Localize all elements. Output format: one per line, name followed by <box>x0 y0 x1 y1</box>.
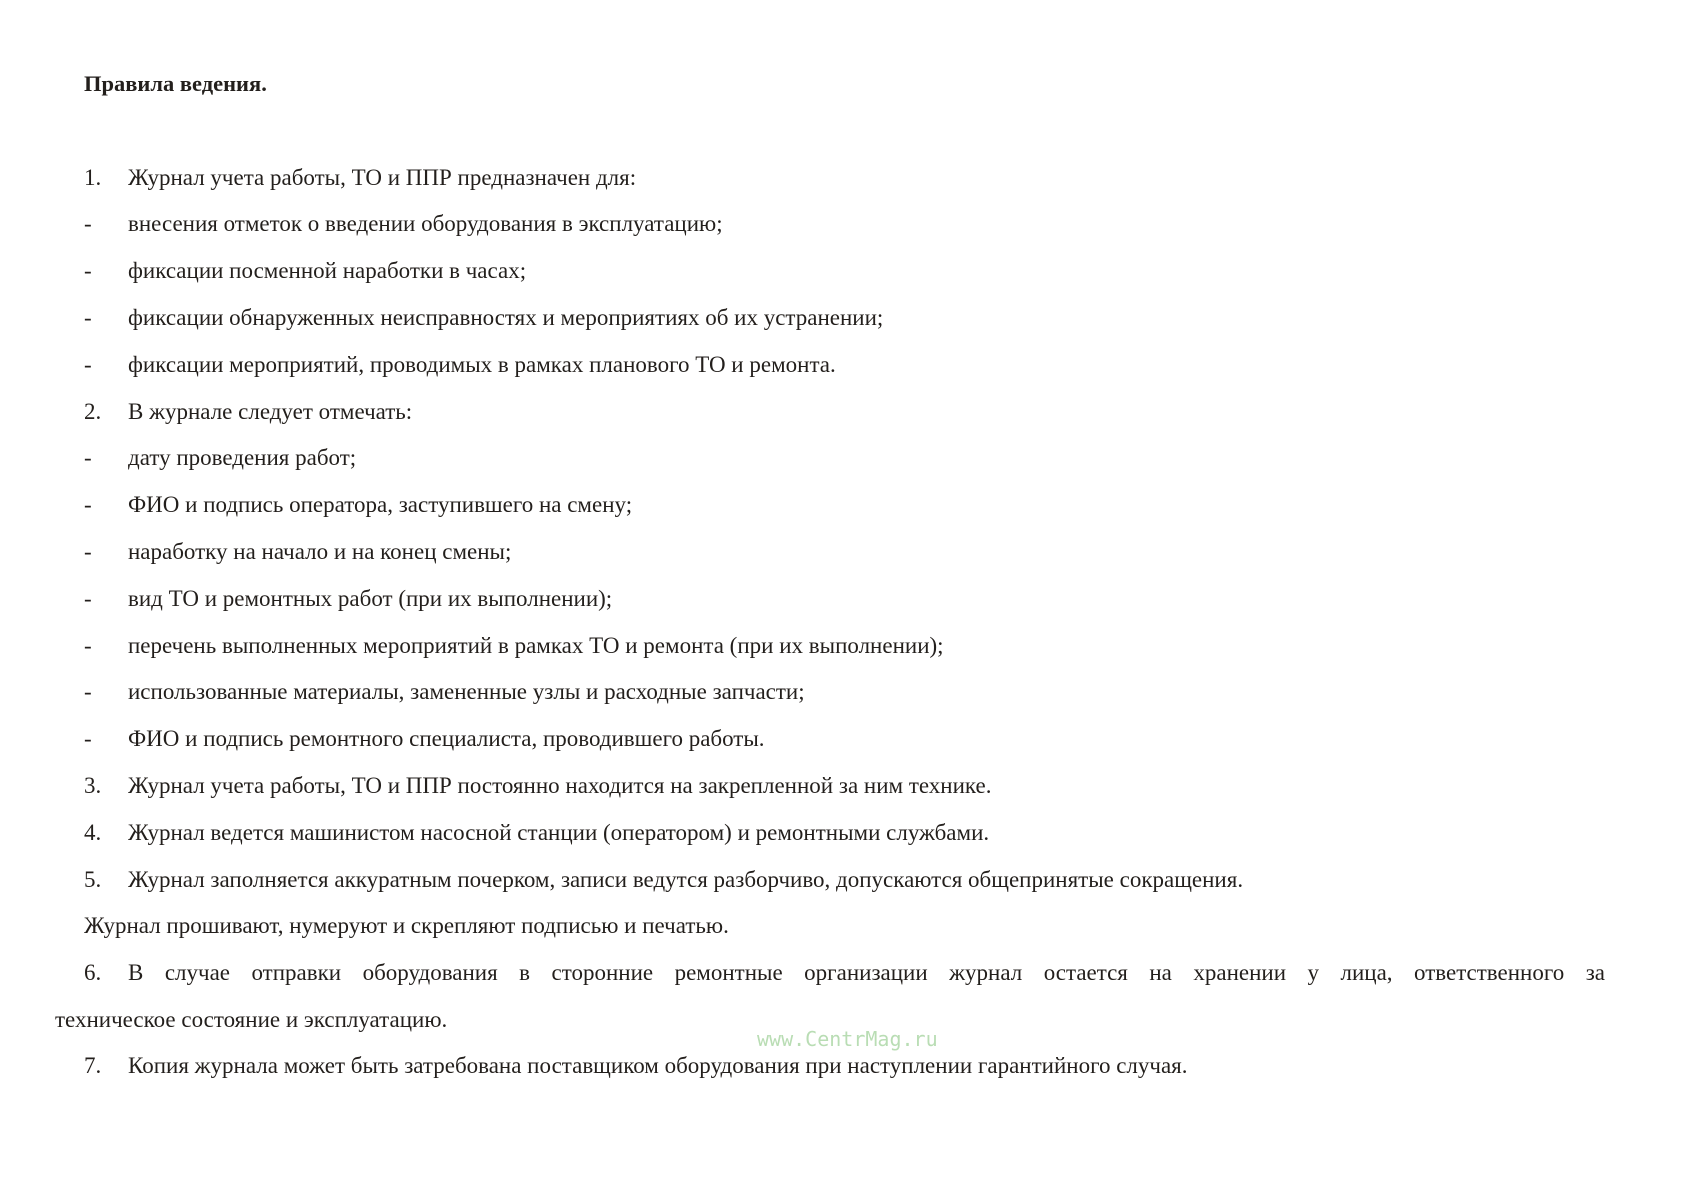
list-marker: 5. <box>84 867 102 892</box>
list-item-text: внесения отметок о введении оборудования в эксплуатацию; <box>128 211 723 236</box>
list-marker: - <box>84 445 92 470</box>
list-item-text: В журнале следует отмечать: <box>128 399 413 424</box>
list-marker: 4. <box>84 820 102 845</box>
list-marker: 3. <box>84 773 102 798</box>
list-marker: - <box>84 586 92 611</box>
list-marker: 2. <box>84 399 102 424</box>
list-item-text: В случае отправки оборудования в сторонние ремонтные организации журнал остается на хранении у лица, ответственного за <box>128 960 1605 985</box>
list-marker: - <box>84 211 92 236</box>
list-item-text: вид ТО и ремонтных работ (при их выполнении); <box>128 586 613 611</box>
list-item-text: Журнал учета работы, ТО и ППР предназначен для: <box>128 165 637 190</box>
list-marker: - <box>84 305 92 330</box>
list-item-text: фиксации обнаруженных неисправностях и мероприятиях об их устранении; <box>128 305 884 330</box>
list-item-text: Журнал ведется машинистом насосной станции (оператором) и ремонтными службами. <box>128 820 990 845</box>
list-item-text: ФИО и подпись оператора, заступившего на смену; <box>128 492 633 517</box>
list-marker: - <box>84 726 92 751</box>
document-title: Правила ведения. <box>84 71 267 96</box>
list-item-text: ФИО и подпись ремонтного специалиста, проводившего работы. <box>128 726 765 751</box>
list-item-text: фиксации посменной наработки в часах; <box>128 258 527 283</box>
list-item-6-continuation: техническое состояние и эксплуатацию. <box>55 1007 448 1032</box>
list-item-text: использованные материалы, замененные узлы и расходные запчасти; <box>128 679 805 704</box>
list-marker: - <box>84 352 92 377</box>
list-item-text: наработку на начало и на конец смены; <box>128 539 512 564</box>
list-item-text: Копия журнала может быть затребована поставщиком оборудования при наступлении гарантийного случая. <box>128 1053 1188 1078</box>
list-item-text: Журнал заполняется аккуратным почерком, записи ведутся разборчиво, допускаются общепринятые сокращения. <box>128 867 1244 892</box>
list-marker: 7. <box>84 1053 102 1078</box>
list-marker: 1. <box>84 165 102 190</box>
paragraph-binding: Журнал прошивают, нумеруют и скрепляют подписью и печатью. <box>84 913 729 938</box>
list-item-text: фиксации мероприятий, проводимых в рамках планового ТО и ремонта. <box>128 352 836 377</box>
list-item-text: Журнал учета работы, ТО и ППР постоянно находится на закрепленной за ним технике. <box>128 773 992 798</box>
list-marker: - <box>84 258 92 283</box>
list-marker: - <box>84 633 92 658</box>
list-item-text: перечень выполненных мероприятий в рамках ТО и ремонта (при их выполнении); <box>128 633 944 658</box>
watermark: www.CentrMag.ru <box>757 1027 938 1051</box>
list-marker: - <box>84 679 92 704</box>
list-item-text: дату проведения работ; <box>128 445 357 470</box>
list-marker: 6. <box>84 960 102 985</box>
list-marker: - <box>84 492 92 517</box>
list-marker: - <box>84 539 92 564</box>
list-item-6 <box>84 958 1605 988</box>
